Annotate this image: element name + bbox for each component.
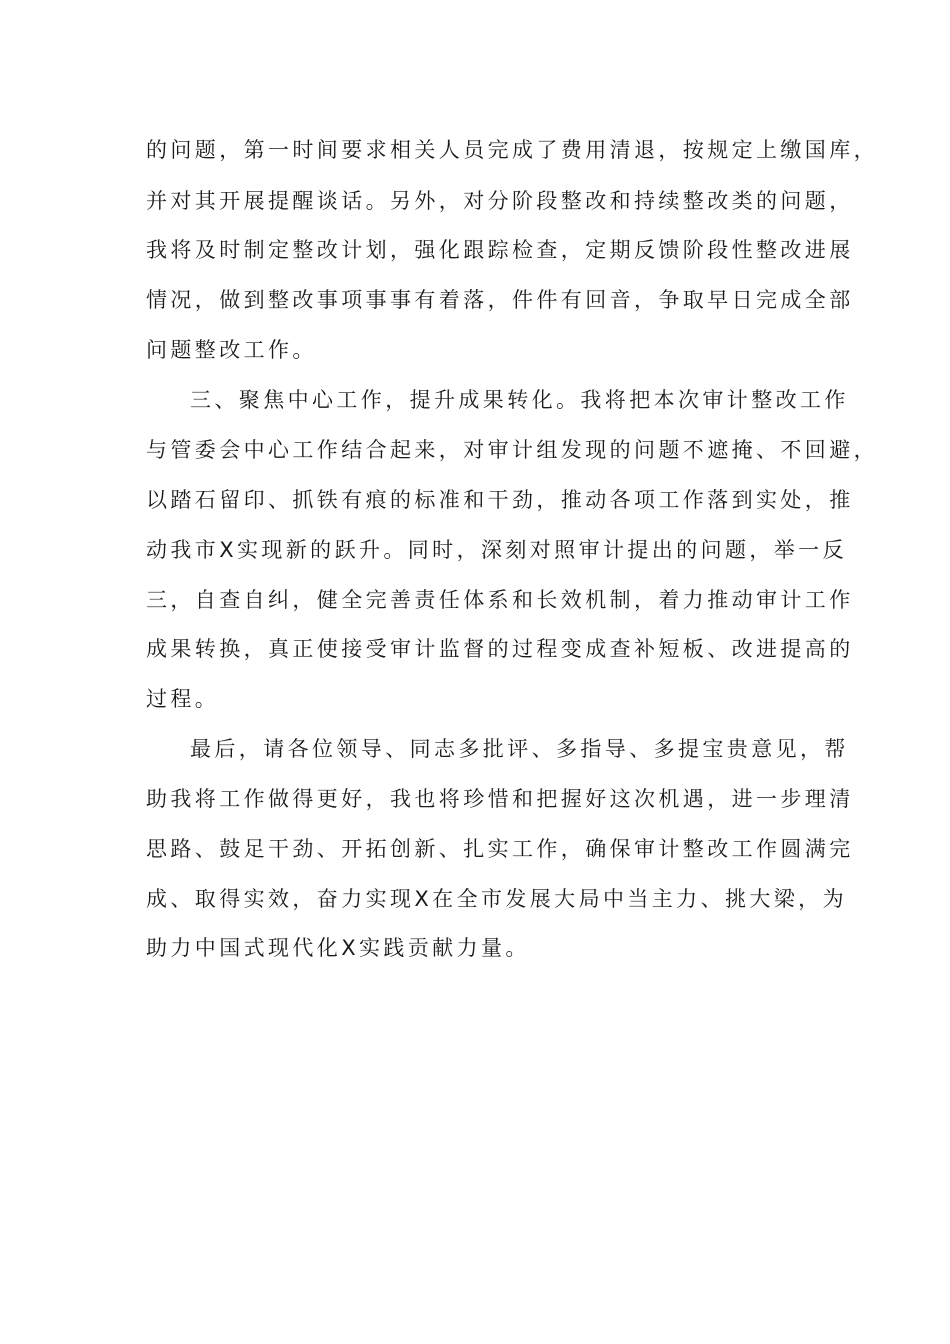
paragraph-line: 思路、鼓足干劲、开拓创新、扎实工作，确保审计整改工作圆满完 [146,837,854,861]
paragraph-line: 与管委会中心工作结合起来，对审计组发现的问题不遮掩、不回避， [146,438,878,462]
paragraph-line: 以踏石留印、抓铁有痕的标准和干劲，推动各项工作落到实处，推 [146,488,854,512]
paragraph-line: 问题整改工作。 [146,338,317,362]
paragraph-line: 助我将工作做得更好，我也将珍惜和把握好这次机遇，进一步理清 [146,787,854,811]
paragraph-line: 的问题，第一时间要求相关人员完成了费用清退，按规定上缴国库， [146,138,878,162]
paragraph-line: 过程。 [146,687,220,711]
paragraph-line: 动我市X实现新的跃升。同时，深刻对照审计提出的问题，举一反 [146,538,847,562]
paragraph-line: 我将及时制定整改计划，强化跟踪检查，定期反馈阶段性整改进展 [146,238,854,262]
paragraph-line: 并对其开展提醒谈话。另外，对分阶段整改和持续整改类的问题， [146,189,854,213]
paragraph-line: 最后，请各位领导、同志多批评、多指导、多提宝贵意见，帮 [190,737,849,761]
paragraph-line: 成、取得实效，奋力实现X在全市发展大局中当主力、挑大梁，为 [146,887,847,911]
paragraph-line: 三，自查自纠，健全完善责任体系和长效机制，着力推动审计工作 [146,588,854,612]
paragraph-line: 情况，做到整改事项事事有着落，件件有回音，争取早日完成全部 [146,288,854,312]
paragraph-line: 成果转换，真正使接受审计监督的过程变成查补短板、改进提高的 [146,637,854,661]
paragraph-line: 助力中国式现代化X实践贡献力量。 [146,936,530,960]
paragraph-line: 三、聚焦中心工作，提升成果转化。我将把本次审计整改工作 [190,388,849,412]
